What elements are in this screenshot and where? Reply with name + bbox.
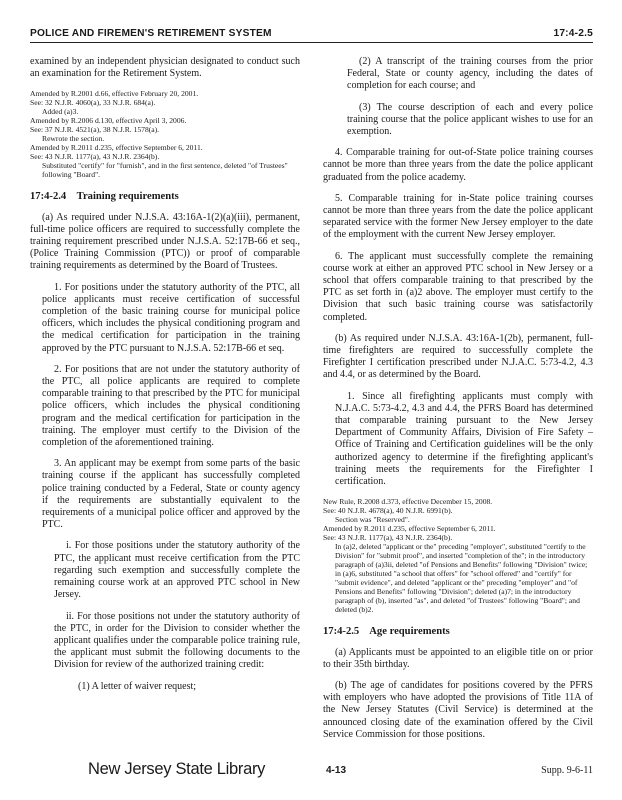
header-rule [30, 42, 593, 43]
history-line: New Rule, R.2008 d.373, effective December 15, 2008. [323, 497, 493, 507]
header-title: POLICE AND FIREMEN'S RETIREMENT SYSTEM [30, 28, 272, 39]
history-line: Amended by R.2001 d.66, effective February 20, 2001. [30, 89, 199, 99]
item-3: (3) The course description of each and every police training course that the police applicant wishes to use for an exemption. [347, 101, 593, 138]
history-note [323, 497, 593, 614]
history-line: Amended by R.2011 d.235, effective September 6, 2011. [30, 143, 203, 153]
right-column [323, 56, 593, 750]
section-number: 17:4-2.5 [323, 626, 360, 638]
paragraph-4: 4. Comparable training for out-of-State police training courses cannot be more than three years from the date the police applicant graduated from the police academy. [323, 147, 593, 183]
history-line: See: 37 N.J.R. 4521(a), 38 N.J.R. 1578(a). [30, 125, 160, 135]
history-line: See: 43 N.J.R. 1177(a), 43 N.J.R. 2364(b). [30, 152, 160, 162]
page-number: 4-13 [326, 765, 347, 776]
history-note [30, 89, 300, 179]
paragraph-2: 2. For positions that are not under the statutory authority of the PTC, all police applicants are required to complete comparable training to that prescribed by the PTC for municipal police officers, which includes the physical conditioning program and the medical certification for participation in the training. The employer must certify to the Division of the completion of the aforementioned training. [42, 363, 300, 449]
continued-paragraph: examined by an independent physician designated to conduct such an examination for the Retirement System. [30, 56, 300, 80]
section-title: Age requirements [369, 626, 450, 638]
paragraph-b1: 1. Since all firefighting applicants must comply with N.J.A.C. 5:73-4.2, 4.3 and 4.4, the PFRS Board has determined that comparable training pursuant to the New Jersey Department of Community Affairs, Division of Fire Safety – Office of Training and Certification guidelines will be the only authorized agency to determine if the firefighting applicant's training meets the requirements for the Firefighter I certification. [335, 390, 593, 488]
history-line: See: 40 N.J.R. 4678(a), 40 N.J.R. 6991(b). [323, 506, 453, 516]
page-footer [30, 760, 593, 782]
age-subsection-a: (a) Applicants must be appointed to an eligible title on or prior to their 35th birthday. [323, 646, 593, 670]
section-number: 17:4-2.4 [30, 191, 67, 203]
subparagraph-ii: ii. For those positions not under the statutory authority of the PTC, in order for the Division to consider whether the applicant qualifies under the comparable police training rule, the applicant must submit the following documents to the Division for review of the authorized training credit: [54, 610, 300, 671]
paragraph-5: 5. Comparable training for in-State police training courses cannot be more than three years from the date the police applicant separated service with the former New Jersey employer to the date of the employment with the current New Jersey employer. [323, 192, 593, 241]
section-heading [323, 626, 593, 638]
left-column [30, 56, 300, 702]
paragraph-1: 1. For positions under the statutory authority of the PTC, all police applicants must receive certification of successful completion of the basic training course for municipal police officers, which includes the physical conditioning program and the medical certification for participation in the training approved by the PTC pursuant to N.J.S.A. 52:17B-66 et seq. [42, 281, 300, 354]
subsection-b: (b) As required under N.J.S.A. 43:16A-1(2b), permanent, full-time firefighters are required to successfully complete the Firefighter I certification prescribed under N.J.A.C. 5:73-4.2, 4.3 and 4.4, or as determined by the Board. [323, 332, 593, 381]
history-line: Section was "Reserved". [335, 515, 410, 525]
history-line: Rewrote the section. [42, 134, 105, 144]
history-line: Amended by R.2011 d.235, effective September 6, 2011. [323, 524, 496, 534]
paragraph-3: 3. An applicant may be exempt from some parts of the basic training course if the applicant has successfully completed police training conducted by a Federal, State or county agency if the requirements are substantially equivalent to the requirements of a municipal police officer and approved by the PTC. [42, 458, 300, 531]
history-line: Amended by R.2006 d.130, effective April 3, 2006. [30, 116, 187, 126]
history-line: Added (a)3. [42, 107, 79, 117]
history-line: See: 43 N.J.R. 1177(a), 43 N.J.R. 2364(b). [323, 533, 453, 543]
age-subsection-b: (b) The age of candidates for positions covered by the PFRS with employers who have adopted the provisions of Title 11A of the New Jersey Statutes (Civil Service) is determined at the announced closing date of the examination offered by the Civil Service Commission for those positions. [323, 679, 593, 740]
history-line: Substituted "certify" for "furnish", and in the first sentence, deleted "of Trustees" following "Board". [42, 161, 288, 180]
section-title: Training requirements [76, 191, 179, 203]
section-heading [30, 191, 300, 203]
item-2: (2) A transcript of the training courses from the prior Federal, State or county agency, including the dates of completion for each course; and [347, 56, 593, 92]
item-1: (1) A letter of waiver request; [78, 680, 197, 692]
history-line: In (a)2, deleted "applicant or the" preceding "employer", substituted "certify to the Division" for "submit proof", and inserted "completion of the"; in the introductory paragraph of (a)3ii, deleted "of Pensions and Benefits" following "Division" twice; in (a)6, substituted "a school that offers" for "school offered" and "certify" for "submit evidence", and deleted "applicant or the" preceding "employer" and "of Pensions and Benefits" following "Division"; deleted (a)7; in the introductory paragraph of (b), inserted "as", and deleted "of Trustees" following "Board"; and deleted (b)2. [335, 542, 588, 615]
subsection-a: (a) As required under N.J.S.A. 43:16A-1(2)(a)(iii), permanent, full-time police officers are required to successfully complete the training requirement prescribed under N.J.S.A. 52:17B-66 et seq., (Police Training Commission (PTC)) or proof of comparable training requirements as determined by the Board of Trustees. [30, 211, 300, 272]
subparagraph-i: i. For those positions under the statutory authority of the PTC, the applicant must receive certification from the PTC regarding such exemption and successfully complete the remaining course work at an approved PTC school in New Jersey. [54, 540, 300, 601]
paragraph-6: 6. The applicant must successfully complete the remaining course work at either an approved PTC school in New Jersey or a school that offers comparable training to that prescribed by the PTC as set forth in (a)2 above. The employer must certify to the Division that such basic training course was satisfactorily completed. [323, 250, 593, 323]
header-section-ref: 17:4-2.5 [553, 28, 593, 39]
supplement-date: Supp. 9-6-11 [541, 765, 593, 776]
library-name: New Jersey State Library [88, 760, 266, 778]
history-line: See: 32 N.J.R. 4060(a), 33 N.J.R. 684(a). [30, 98, 156, 108]
